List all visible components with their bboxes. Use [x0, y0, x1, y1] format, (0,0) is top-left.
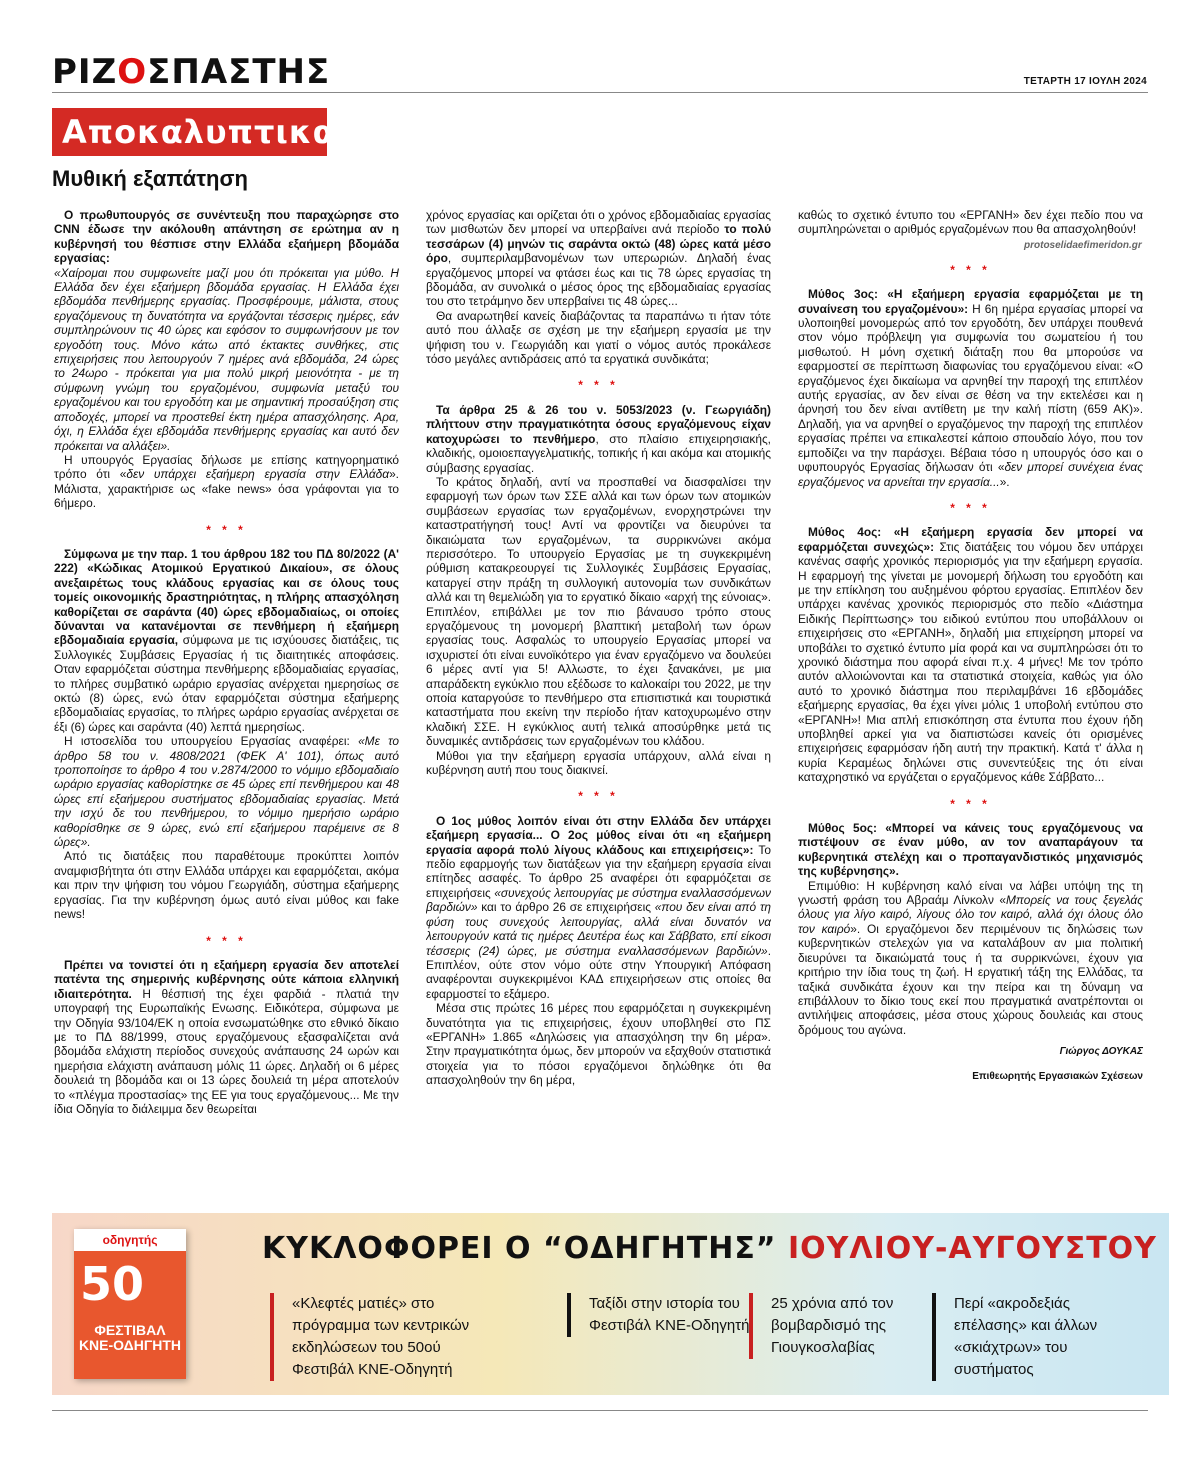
section-separator: * * *	[206, 933, 247, 948]
advertisement-banner[interactable]	[52, 1213, 1169, 1395]
paragraph: Από τις διατάξεις που παραθέτουμε προκύπτει λοιπόν αναμφισβήτητα ότι στην Ελλάδα υπάρχει και εφαρμόζεται, ακόμα και πριν την ψήφιση του νόμου Γεωργιάδη, σύστημα εξαήμερης εργασίας. Για την κυβέρνηση όμως αυτό είναι μύθος και fake news!	[54, 849, 399, 922]
ad-item: Ταξίδι στην ιστορία του Φεστιβάλ ΚΝΕ-Οδηγητή	[567, 1293, 779, 1337]
magazine-title: οδηγητής	[74, 1229, 186, 1251]
issue-date: ΤΕΤΑΡΤΗ 17 ΙΟΥΛΗ 2024	[1023, 76, 1147, 87]
article-column-2	[426, 208, 771, 1188]
watermark: protoselidaefimeridon.gr	[1024, 240, 1142, 251]
paragraph: Το κράτος δηλαδή, αντί να προσπαθεί να διασφαλίσει την εφαρμογή των όρων των ΣΣΕ αλλά και των όρων των ατομικών συμβάσεων εργασίας των εργαζομένων, ενορχηστρώνει την καταστρατήγησή τους! Αντί να φροντίζει να διευρύνει τα δικαιώματα των εργαζομένων, τα συρρικνώνει ακόμα περισσότερο. Το υπουργείο Εργασίας με τη συγκεκριμένη ρύθμιση κατακρεουργεί τις Συλλογικές Συμβάσεις Εργασίας, καταργεί στην πράξη τη συλλογική αυτονομία των συνδικάτων αλλά και τη θεμελιώδη για το εργατικό δίκαιο «αρχή της εύνοιας». Επιπλέον, επιβάλλει με τον πιο βάναυσο τρόπο στους εργαζόμενους τη μονομερή βλαπτική μεταβολή των όρων εργασίας τους. Ασφαλώς το υπουργείο Εργασίας μπορεί να ισχυριστεί ότι είναι ευνοϊκότερο για έναν εργαζόμενο να δουλεύει 6 μέρες αντί για 5! Αλλωστε, το έχει ξανακάνει, με μια απαράδεκτη εγκύκλιο που εξέδωσε το καλοκαίρι του 2022, με την οποία καταργούσε το πενθήμερο στα επισιτιστικά και τουριστικά καταστήματα που εκείνη την περίοδο ήταν κατοχυρωμένο στην κλαδική ΣΣΕ. Η εγκύκλιος αυτή τελικά αποσύρθηκε μετά τις δυναμικές αντιδράσεις των εργαζομένων του κλάδου.	[426, 474, 771, 749]
paragraph: Θα αναρωτηθεί κανείς διαβάζοντας τα παραπάνω τι ήταν τότε αυτό που άλλαξε σε σχέση με την εξαήμερη εργασία με την ψήφιση του ν. Γεωργιάδη και γιατί ο νόμος αυτός προκάλεσε τόσο μεγάλες αντιδράσεις από τα εργατικά συνδικάτα;	[426, 308, 771, 367]
ad-item: 25 χρόνια από τον βομβαρδισμό της Γιουγκοσλαβίας	[749, 1293, 961, 1359]
section-separator: * * *	[950, 262, 991, 277]
magazine-cover-image	[74, 1229, 186, 1379]
section-separator: * * *	[950, 500, 991, 515]
section-separator: * * *	[950, 796, 991, 811]
paragraph: Μύθος 4ος: «Η εξαήμερη εργασία δεν μπορεί να εφαρμόζεται συνεχώς»: Στις διατάξεις του νόμου δεν υπάρχει κανένας σαφής χρονικός περιορισμός για την εξαήμερη εργασία. Η εφαρμογή της γίνεται με μονομερή δήλωση του εργοδότη και με την επίκληση του αυξημένου φόρτου εργασίας. Επιπλέον δεν υπάρχει κανένας χρονικός περιορισμός στο πεδίο «Διάστημα Ειδικής Περίπτωσης» του ειδικού εντύπου που υποβάλλουν οι επιχειρήσεις στο «ΕΡΓΑΝΗ», δηλαδή μια επιχείρηση μπορεί να υποβάλει το σχετικό έντυπο μία φορά και να συμπληρώσει ότι το χρονικό διάστημα που αφορά είναι π.χ. 4 μήνες! Με τον τρόπο αυτόν αλλοιώνονται και τα στατιστικά στοιχεία, καθώς για όλο αυτό το χρονικό διάστημα που περιλαμβάνει 16 εβδομάδες εξαήμερης εργασίας, θα έχει γίνει μόλις 1 υποβολή εντύπου στο «ΕΡΓΑΝΗ»! Μια απλή επισκόπηση στα έντυπα που έχουν ήδη υποβληθεί αρκεί για να διαπιστώσει κανείς ότι ορισμένες επιχειρήσεις εφαρμόσαν ήδη αυτή την πρακτική. Κατά τ' άλλα η κυρία Κεραμέως δηλώνει στις συνεντεύξεις της ότι είναι καταχρηστικό να εργάζεται ο εργαζόμενος κάθε Σάββατο...	[798, 525, 1143, 785]
paragraph: Μέσα στις πρώτες 16 μέρες που εφαρμόζεται η συγκεκριμένη δυνατότητα για τις επιχειρήσεις, έχουν υποβληθεί στο ΠΣ «ΕΡΓΑΝΗ» 1.865 «Δηλώσεις για απασχόληση την 6η μέρα». Στην πραγματικότητα όμως, δεν μπορούν να εξαχθούν στατιστικά στοιχεία για το πόσοι εργαζόμενοι δηλώθηκε ότι θα απασχοληθούν την 6η μέρα,	[426, 1001, 771, 1088]
paragraph: Μύθος 5ος: «Μπορεί να κάνεις τους εργαζόμενους να πιστέψουν σε έναν μύθο, αν τον αναπαράγουν τα κυβερνητικά στελέχη και ο προπαγανδιστικός μηχανισμός της κυβέρνησης».	[798, 821, 1143, 879]
ad-item: Περί «ακροδεξιάς επέλασης» και άλλων «σκιάχτρων» του συστήματος	[932, 1293, 1144, 1381]
paragraph: Η ιστοσελίδα του υπουργείου Εργασίας αναφέρει: «Με το άρθρο 58 του ν. 4808/2021 (ΦΕΚ Α' 101), όπως αυτό τροποποίησε το άρθρο 4 του ν.2874/2000 το νόμιμο εβδομαδιαίο ωράριο εργασίας καθορίστηκε σε 45 ώρες επί πενθήμερου και 48 ώρες επί εξαήμερου συστήματος εβδομαδιαίας εργασίας. Μετά την ισχύ δε του πενθήμερου, το νόμιμο ημερήσιο ωράριο καθορίσθηκε σε 9 ώρες, ενώ επί εξαήμερου παρέμεινε σε 8 ώρες».	[54, 734, 399, 850]
ad-item: «Κλεφτές ματιές» στο πρόγραμμα των κεντρικών εκδηλώσεων του 50ού Φεστιβάλ ΚΝΕ-Οδηγητή	[270, 1293, 482, 1381]
cover-festival: ΦΕΣΤΙΒΑΛ ΚΝΕ-ΟΔΗΓΗΤΗ	[78, 1322, 182, 1353]
section-banner: Αποκαλυπτικα	[52, 108, 327, 156]
quote: «Χαίρομαι που συμφωνείτε μαζί μου ότι πρόκειται για μύθο. Η Ελλάδα δεν έχει εξαήμερη βδομάδα εργασίας. Η Ελλάδα έχει εβδομάδα πενθήμερης εργασίας. Προσφέρουμε, μάλιστα, στους εργαζόμενους τη δυνατότητα να εργάζονται τέσσερις ημέρες, εάν συμπληρώνουν τις 40 ώρες και εφόσον το συμφωνήσουν με τον εργοδότη τους. Μόνο κάτω από έκτακτες συνθήκες, στις επιχειρήσεις που λειτουργούν 7 ημέρες ανά εβδομάδα, 24 ώρες το 24ωρο - πρόκειται για μια πολύ μικρή μειονότητα - με τη σύμφωνη γνώμη του εργαζομένου, συμφωνία μεταξύ του εργαζομένου και του εργοδότη και με σημαντική προσαύξηση στις αποδοχές, μπορεί να προστεθεί έκτη ημέρα απασχόλησης. Αρα, όχι, η Ελλάδα έχει εβδομάδα πενθήμερης εργασίας και αυτό δεν πρόκειται να αλλάξει».	[54, 265, 399, 453]
paragraph: Επιμύθιο: Η κυβέρνηση καλό είναι να λάβει υπόψη της τη γνωστή φράση του Αβραάμ Λίνκολν «Μπορείς να τους ξεγελάς όλους για λίγο καιρό, λίγους όλο τον καιρό, αλλά όχι όλους όλο τον καιρό». Οι εργαζόμενοι δεν περιμένουν τις δηλώσεις των κυβερνητικών στελεχών για να καταλάβουν αν μια πολιτική διευρύνει τα δικαιώματά τους ή τα συρρικνώνει, έχουν για κριτήριο την ίδια τους τη ζωή. Η εργατική τάξη της Ελλάδας, τα ταξικά συνδικάτα έχουν και την πείρα και τη δύναμη να επιβάλλουν το δίκιο τους εκεί που πραγματικά ανατρέπονται οι αντιλήψεις αποφάσεις, μέσα στους χώρους δουλειάς και στους δρόμους του αγώνα.	[798, 878, 1143, 1037]
paragraph: Ο πρωθυπουργός σε συνέντευξη που παραχώρησε στο CNN έδωσε την ακόλουθη απάντηση σε ερώτημα αν η κυβέρνησή του θέσπισε στην Ελλάδα εξαήμερη βδομάδα εργασίας:	[54, 208, 399, 266]
header-divider	[52, 92, 1148, 93]
article-column-1	[54, 208, 399, 1188]
ad-headline: ΚΥΚΛΟΦΟΡΕΙ Ο “ΟΔΗΓΗΤΗΣ” ΙΟΥΛΙΟΥ-ΑΥΓΟΥΣΤΟΥ	[262, 1231, 1157, 1266]
author-role: Επιθεωρητής Εργασιακών Σχέσεων	[972, 1070, 1143, 1082]
masthead-logo: ΡΙΖΟΣΠΑΣΤΗΣ	[52, 52, 331, 92]
author-name: Γιώργος ΔΟΥΚΑΣ	[1059, 1046, 1143, 1058]
paragraph: Τα άρθρα 25 & 26 του ν. 5053/2023 (ν. Γεωργιάδη) πλήττουν στην πραγματικότητα όσους εργαζόμενους είχαν κατοχυρώσει το πενθήμερο, στο πλαίσιο επιχειρησιακής, κλαδικής, ομοιοεπαγγελματικής, τοπικής ή και ακόμα και ατομικής σύμβασης εργασίας.	[426, 402, 771, 475]
paragraph: Ο 1ος μύθος λοιπόν είναι ότι στην Ελλάδα δεν υπάρχει εξαήμερη εργασία... Ο 2ος μύθος είναι ότι «η εξαήμερη εργασία αφορά πολύ λίγους κλάδους και επιχειρήσεις»: Το πεδίο εφαρμογής των διατάξεων για την εξαήμερη εργασία είναι επίτηδες ασαφές. Το άρθρο 25 αναφέρει ότι εφαρμόζεται σε επιχειρήσεις «συνεχούς λειτουργίας με σύστημα εναλλασσόμενων βαρδιών» και το άρθρο 26 σε επιχειρήσεις «που δεν είναι από τη φύση τους συνεχούς λειτουργίας, αλλά είναι δυνατόν να λειτουργούν κατά τις ημέρες Δευτέρα έως και Σάββατο, επί είκοσι τέσσερις (24) ώρες, με σύστημα εναλλασσόμενων βαρδιών». Επιπλέον, ούτε στον νόμο ούτε στην Υπουργική Απόφαση αναφέρονται συγκεκριμένοι ΚΑΔ επιχειρήσεων στις οποίες θα εφαρμοστεί το εξάμερο.	[426, 813, 771, 1001]
footer-divider	[52, 1410, 1148, 1411]
paragraph: καθώς το σχετικό έντυπο του «ΕΡΓΑΝΗ» δεν έχει πεδίο που να συμπληρώνεται ο αριθμός εργαζομένων που θα απασχοληθούν!	[798, 208, 1143, 237]
section-separator: * * *	[578, 378, 619, 393]
paragraph: χρόνος εργασίας και ορίζεται ότι ο χρόνος εβδομαδιαίας εργασίας των μισθωτών δεν μπορεί να υπερβαίνει ανά περίοδο το πολύ τεσσάρων (4) μηνών τις σαράντα οκτώ (48) ώρες κατά μέσο όρο, συμπεριλαμβανομένων των υπερωριών. Δηλαδή ένας εργαζόμενος μπορεί να φτάσει έως και τις 78 ώρες εργασίας τη βδομάδα, αν συνολικά ο μέσος όρος της εβδομαδιαίας εργασίας του στο τετράμηνο δεν υπερβαίνει τις 48 ώρες...	[426, 208, 771, 309]
article-title: Μυθική εξαπάτηση	[52, 166, 248, 191]
article-column-3	[798, 208, 1143, 1188]
section-separator: * * *	[206, 522, 247, 537]
paragraph: Μύθος 3ος: «Η εξαήμερη εργασία εφαρμόζεται με τη συναίνεση του εργαζομένου»: Η 6η ημέρα εργασίας μπορεί να υλοποιηθεί μονομερώς από τον εργοδότη, δεν υπάρχει πουθενά στον νόμο πρόβλεψη για συμφωνία του σωματείου ή του μισθωτού. Η μόνη σχετική διάταξη που θα μπορούσε να εφαρμοστεί σε περίπτωση διαφωνίας του εργαζόμενου είναι: «Ο εργαζόμενος έχει δικαίωμα να αρνηθεί την παροχή της επιπλέον αυτής εργασίας, αν δεν είναι σε θέση να την εκτελέσει και η άρνησή του δεν είναι αντίθετη με την καλή πίστη (659 ΑΚ)». Δηλαδή, για να αρνηθεί ο εργαζόμενος την παροχή της επιπλέον εργασίας πρέπει να επικαλεστεί κάποιο σπουδαίο λόγο, που τον εμποδίζει να την παράσχει. Βέβαια τόσο η υπουργός όσο και ο υφυπουργός Εργασίας δήλωσαν ότι «δεν μπορεί συνέχεια ένας εργαζόμενος να αρνείται την εργασία...».	[798, 287, 1143, 489]
section-separator: * * *	[578, 789, 619, 804]
paragraph: Μύθοι για την εξαήμερη εργασία υπάρχουν, αλλά είναι η κυβέρνηση αυτή που τους διακινεί.	[426, 748, 771, 778]
paragraph: Η υπουργός Εργασίας δήλωσε με επίσης κατηγορηματικό τρόπο ότι «δεν υπάρχει εξαήμερη εργασία στην Ελλάδα». Μάλιστα, χαρακτήρισε ως «fake news» όσα γράφονται για το 6ήμερο.	[54, 452, 399, 511]
paragraph: Πρέπει να τονιστεί ότι η εξαήμερη εργασία δεν αποτελεί πατέντα της σημερινής κυβέρνησης ούτε κάποια ελληνική ιδιαιτερότητα. Η θέσπισή της έχει φαρδιά - πλατιά την υπογραφή της Ευρωπαϊκής Ενωσης. Ειδικότερα, σύμφωνα με την Οδηγία 93/104/ΕΚ η οποία ενσωματώθηκε στο εθνικό δίκαιο με το ΠΔ 88/1999, στους εργαζόμενους εξασφαλίζεται ανά βδομάδα ελάχιστη περίοδος συνεχούς ανάπαυσης 24 ωρών και ημερήσια ελάχιστη ανάπαυση μόλις 11 ώρες. Δηλαδή οι 6 μέρες δουλειά τη βδομάδα και οι 13 ώρες δουλειά τη μέρα αποτελούν το «πλέγμα προστασίας» της ΕΕ για τους εργαζόμενους... Με την ίδια Οδηγία το διάλειμμα δεν θεωρείται	[54, 957, 399, 1116]
cover-number: 50	[80, 1257, 145, 1311]
paragraph: Σύμφωνα με την παρ. 1 του άρθρου 182 του ΠΔ 80/2022 (Α' 222) «Κώδικας Ατομικού Εργατικού Δικαίου», σε όλους ανεξαιρέτως τους κλάδους εργασίας και σε όλους τους τομείς οικονομικής δραστηριότητας, η πλήρης απασχόληση καθορίζεται σε σαράντα (40) ώρες εβδομαδιαίως, οι οποίες δύνανται να κατανέμονται σε πενθήμερη ή εξαήμερη εβδομαδιαία εργασία, σύμφωνα με τις ισχύουσες διατάξεις, τις Συλλογικές Συμβάσεις Εργασίας ή τις διαιτητικές αποφάσεις. Οταν εφαρμόζεται σύστημα πενθήμερης εβδομαδιαίας εργασίας, το πλήρες συμβατικό ωράριο εργασίας ανέρχεται ημερησίως σε οκτώ (8) ώρες, ενώ όταν εφαρμόζεται σύστημα εξαήμερης εβδομαδιαίας εργασίας, το πλήρες ωράριο εργασίας ανέρχεται σε έξι (6) ώρες και σαράντα (40) λεπτά ημερησίως.	[54, 546, 399, 734]
